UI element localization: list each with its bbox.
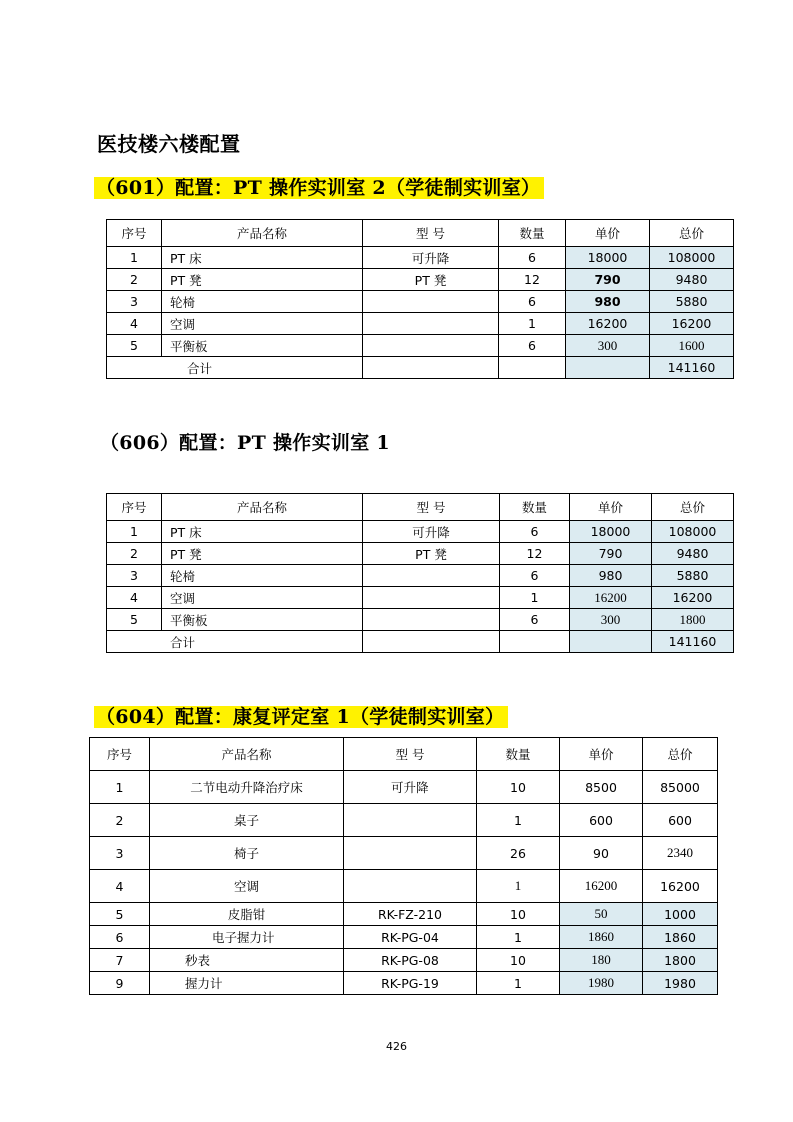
total-empty-cell xyxy=(570,631,652,653)
page-number: 426 xyxy=(386,1040,407,1053)
cell-quantity: 1 xyxy=(499,313,566,335)
total-value: 141160 xyxy=(652,631,734,653)
total-empty-cell xyxy=(566,357,650,379)
header-quantity: 数量 xyxy=(477,738,560,771)
cell-unit-price: 16200 xyxy=(560,870,643,903)
cell-unit-price: 50 xyxy=(560,903,643,926)
cell-quantity: 1 xyxy=(477,972,560,995)
cell-model: 可升降 xyxy=(363,521,500,543)
cell-quantity: 6 xyxy=(500,565,570,587)
cell-unit-price: 90 xyxy=(560,837,643,870)
table-row xyxy=(107,565,734,587)
header-unit-price: 单价 xyxy=(560,738,643,771)
section-title-606-text: （606）配置：PT 操作实训室 1 xyxy=(100,432,390,454)
cell-quantity: 26 xyxy=(477,837,560,870)
cell-product: 平衡板 xyxy=(162,335,363,357)
cell-total-price: 9480 xyxy=(650,269,734,291)
cell-unit-price: 18000 xyxy=(566,247,650,269)
cell-model: RK-PG-19 xyxy=(344,972,477,995)
header-model: 型 号 xyxy=(344,738,477,771)
table-row xyxy=(107,269,734,291)
table-row xyxy=(90,926,718,949)
cell-index: 3 xyxy=(107,565,162,587)
cell-product: 平衡板 xyxy=(162,609,363,631)
cell-total-price: 1000 xyxy=(643,903,718,926)
cell-total-price: 1600 xyxy=(650,335,734,357)
cell-product: 空调 xyxy=(162,587,363,609)
cell-product: 空调 xyxy=(150,870,344,903)
cell-total-price: 16200 xyxy=(652,587,734,609)
cell-index: 5 xyxy=(90,903,150,926)
cell-model xyxy=(344,837,477,870)
cell-quantity: 6 xyxy=(499,247,566,269)
cell-total-price: 5880 xyxy=(652,565,734,587)
cell-model: RK-PG-04 xyxy=(344,926,477,949)
cell-product: 桌子 xyxy=(150,804,344,837)
total-value: 141160 xyxy=(650,357,734,379)
total-label: 合计 xyxy=(107,357,363,379)
total-empty-cell xyxy=(500,631,570,653)
header-index: 序号 xyxy=(107,494,162,521)
cell-total-price: 16200 xyxy=(643,870,718,903)
cell-model: PT 凳 xyxy=(363,269,499,291)
cell-index: 2 xyxy=(107,543,162,565)
header-index: 序号 xyxy=(107,220,162,247)
cell-index: 1 xyxy=(107,247,162,269)
header-total-price: 总价 xyxy=(650,220,734,247)
header-quantity: 数量 xyxy=(499,220,566,247)
cell-quantity: 10 xyxy=(477,949,560,972)
cell-unit-price: 16200 xyxy=(570,587,652,609)
section-title-604 xyxy=(94,701,508,733)
config-table-601 xyxy=(106,219,734,379)
table-header-row xyxy=(107,494,734,521)
cell-model xyxy=(363,587,500,609)
cell-product: PT 凳 xyxy=(162,543,363,565)
cell-index: 6 xyxy=(90,926,150,949)
section-title-601 xyxy=(94,172,544,204)
cell-model xyxy=(363,609,500,631)
table-header-row xyxy=(90,738,718,771)
cell-product: 轮椅 xyxy=(162,291,363,313)
table-row xyxy=(107,543,734,565)
cell-quantity: 6 xyxy=(499,335,566,357)
table-row xyxy=(90,972,718,995)
cell-index: 4 xyxy=(107,587,162,609)
total-label: 合计 xyxy=(107,631,363,653)
cell-index: 4 xyxy=(90,870,150,903)
cell-total-price: 85000 xyxy=(643,771,718,804)
table-total-row xyxy=(107,357,734,379)
cell-index: 5 xyxy=(107,335,162,357)
cell-quantity: 6 xyxy=(500,521,570,543)
cell-product: 轮椅 xyxy=(162,565,363,587)
cell-model: RK-FZ-210 xyxy=(344,903,477,926)
table-row xyxy=(107,291,734,313)
cell-total-price: 5880 xyxy=(650,291,734,313)
config-table-606 xyxy=(106,493,734,653)
cell-model xyxy=(363,565,500,587)
cell-quantity: 1 xyxy=(500,587,570,609)
cell-quantity: 1 xyxy=(477,870,560,903)
cell-total-price: 1800 xyxy=(643,949,718,972)
table-row xyxy=(107,587,734,609)
cell-total-price: 108000 xyxy=(652,521,734,543)
cell-quantity: 12 xyxy=(500,543,570,565)
table-row xyxy=(90,771,718,804)
table-row xyxy=(107,609,734,631)
cell-product: PT 凳 xyxy=(162,269,363,291)
cell-product: 椅子 xyxy=(150,837,344,870)
table-row xyxy=(90,870,718,903)
total-empty-cell xyxy=(363,357,499,379)
cell-total-price: 600 xyxy=(643,804,718,837)
cell-unit-price: 300 xyxy=(566,335,650,357)
cell-product: PT 床 xyxy=(162,247,363,269)
cell-product: 空调 xyxy=(162,313,363,335)
cell-model xyxy=(363,335,499,357)
header-total-price: 总价 xyxy=(643,738,718,771)
table-header-row xyxy=(107,220,734,247)
cell-index: 2 xyxy=(107,269,162,291)
cell-unit-price: 180 xyxy=(560,949,643,972)
cell-unit-price: 16200 xyxy=(566,313,650,335)
table-row xyxy=(90,804,718,837)
cell-unit-price: 980 xyxy=(566,291,650,313)
cell-model: RK-PG-08 xyxy=(344,949,477,972)
table-total-row xyxy=(107,631,734,653)
table-row xyxy=(107,247,734,269)
config-table-604 xyxy=(89,737,718,995)
cell-index: 3 xyxy=(90,837,150,870)
cell-model xyxy=(363,313,499,335)
cell-quantity: 12 xyxy=(499,269,566,291)
cell-index: 9 xyxy=(90,972,150,995)
cell-product: 握力计 xyxy=(150,972,344,995)
cell-model: PT 凳 xyxy=(363,543,500,565)
cell-product: 秒表 xyxy=(150,949,344,972)
total-empty-cell xyxy=(499,357,566,379)
table-row xyxy=(107,313,734,335)
table-row xyxy=(90,949,718,972)
header-product: 产品名称 xyxy=(150,738,344,771)
header-index: 序号 xyxy=(90,738,150,771)
cell-product: PT 床 xyxy=(162,521,363,543)
cell-total-price: 9480 xyxy=(652,543,734,565)
cell-quantity: 6 xyxy=(500,609,570,631)
cell-unit-price: 1860 xyxy=(560,926,643,949)
cell-unit-price: 790 xyxy=(566,269,650,291)
cell-index: 1 xyxy=(90,771,150,804)
cell-total-price: 1980 xyxy=(643,972,718,995)
cell-index: 1 xyxy=(107,521,162,543)
cell-index: 3 xyxy=(107,291,162,313)
cell-total-price: 2340 xyxy=(643,837,718,870)
cell-model xyxy=(344,804,477,837)
cell-unit-price: 980 xyxy=(570,565,652,587)
cell-quantity: 1 xyxy=(477,926,560,949)
cell-total-price: 108000 xyxy=(650,247,734,269)
header-model: 型 号 xyxy=(363,494,500,521)
cell-total-price: 16200 xyxy=(650,313,734,335)
cell-unit-price: 1980 xyxy=(560,972,643,995)
cell-unit-price: 600 xyxy=(560,804,643,837)
header-product: 产品名称 xyxy=(162,220,363,247)
cell-quantity: 6 xyxy=(499,291,566,313)
cell-model: 可升降 xyxy=(363,247,499,269)
total-empty-cell xyxy=(363,631,500,653)
cell-quantity: 10 xyxy=(477,903,560,926)
page-heading: 医技楼六楼配置 xyxy=(97,132,241,156)
cell-index: 5 xyxy=(107,609,162,631)
table-row xyxy=(90,837,718,870)
cell-product: 电子握力计 xyxy=(150,926,344,949)
cell-unit-price: 8500 xyxy=(560,771,643,804)
cell-model: 可升降 xyxy=(344,771,477,804)
cell-unit-price: 18000 xyxy=(570,521,652,543)
cell-total-price: 1860 xyxy=(643,926,718,949)
cell-unit-price: 300 xyxy=(570,609,652,631)
section-title-604-text: （604）配置：康复评定室 1（学徒制实训室） xyxy=(94,706,508,728)
cell-index: 7 xyxy=(90,949,150,972)
cell-product: 二节电动升降治疗床 xyxy=(150,771,344,804)
header-product: 产品名称 xyxy=(162,494,363,521)
cell-model xyxy=(363,291,499,313)
table-row xyxy=(90,903,718,926)
header-unit-price: 单价 xyxy=(566,220,650,247)
cell-quantity: 1 xyxy=(477,804,560,837)
table-row xyxy=(107,335,734,357)
cell-quantity: 10 xyxy=(477,771,560,804)
header-model: 型 号 xyxy=(363,220,499,247)
header-unit-price: 单价 xyxy=(570,494,652,521)
cell-index: 2 xyxy=(90,804,150,837)
table-row xyxy=(107,521,734,543)
cell-index: 4 xyxy=(107,313,162,335)
cell-model xyxy=(344,870,477,903)
header-quantity: 数量 xyxy=(500,494,570,521)
section-title-601-text: （601）配置：PT 操作实训室 2（学徒制实训室） xyxy=(94,177,544,199)
header-total-price: 总价 xyxy=(652,494,734,521)
cell-product: 皮脂钳 xyxy=(150,903,344,926)
section-title-606 xyxy=(100,427,390,459)
cell-unit-price: 790 xyxy=(570,543,652,565)
cell-total-price: 1800 xyxy=(652,609,734,631)
